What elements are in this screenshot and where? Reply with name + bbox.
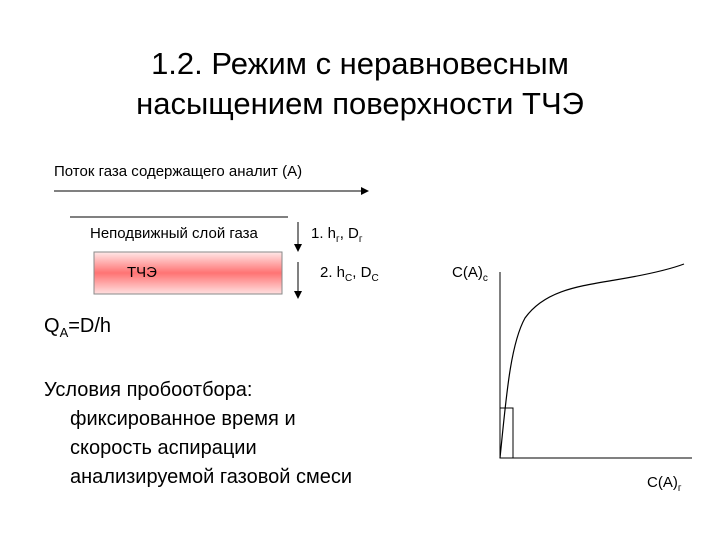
conditions-line-3: скорость аспирации [70,437,257,459]
stationary-layer-label: Неподвижный слой газа [90,225,258,242]
graph-x-label-sub: г [677,483,682,494]
conditions-line-2: фиксированное время и [70,408,296,430]
step2-mid: , D [352,264,372,281]
step1-sub1: г [336,234,340,245]
graph-y-label [452,264,488,288]
title-line-2: насыщением поверхности ТЧЭ [136,86,584,121]
saturation-curve [500,264,684,458]
graph-x-label [647,474,681,498]
sampling-conditions [44,376,352,492]
sensor-element [94,252,282,294]
sensor-label: ТЧЭ [127,264,157,281]
step1-prefix: 1. h [311,225,337,242]
formula-rest: =D/h [68,315,112,337]
graph-y-label-sub: с [482,273,488,284]
step2-sub1: С [345,273,353,284]
step2-sub2: С [371,273,379,284]
step1-sub2: г [358,234,363,245]
formula-q: Q [44,315,60,337]
formula-q-sub: A [59,325,69,340]
graph-x-label-base: C(A) [647,474,678,491]
step1-mid: , D [339,225,359,242]
step1-label [311,225,363,249]
conditions-line-4: анализируемой газовой смеси [70,466,352,488]
conditions-line-1: Условия пробоотбора: [44,379,253,401]
formula [44,312,111,347]
step2-prefix: 2. h [320,264,346,281]
flow-label: Поток газа содержащего аналит (А) [54,163,303,180]
title-line-1: 1.2. Режим с неравновесным [151,46,569,81]
step2-label [320,264,379,288]
graph-y-label-base: C(A) [452,264,483,281]
